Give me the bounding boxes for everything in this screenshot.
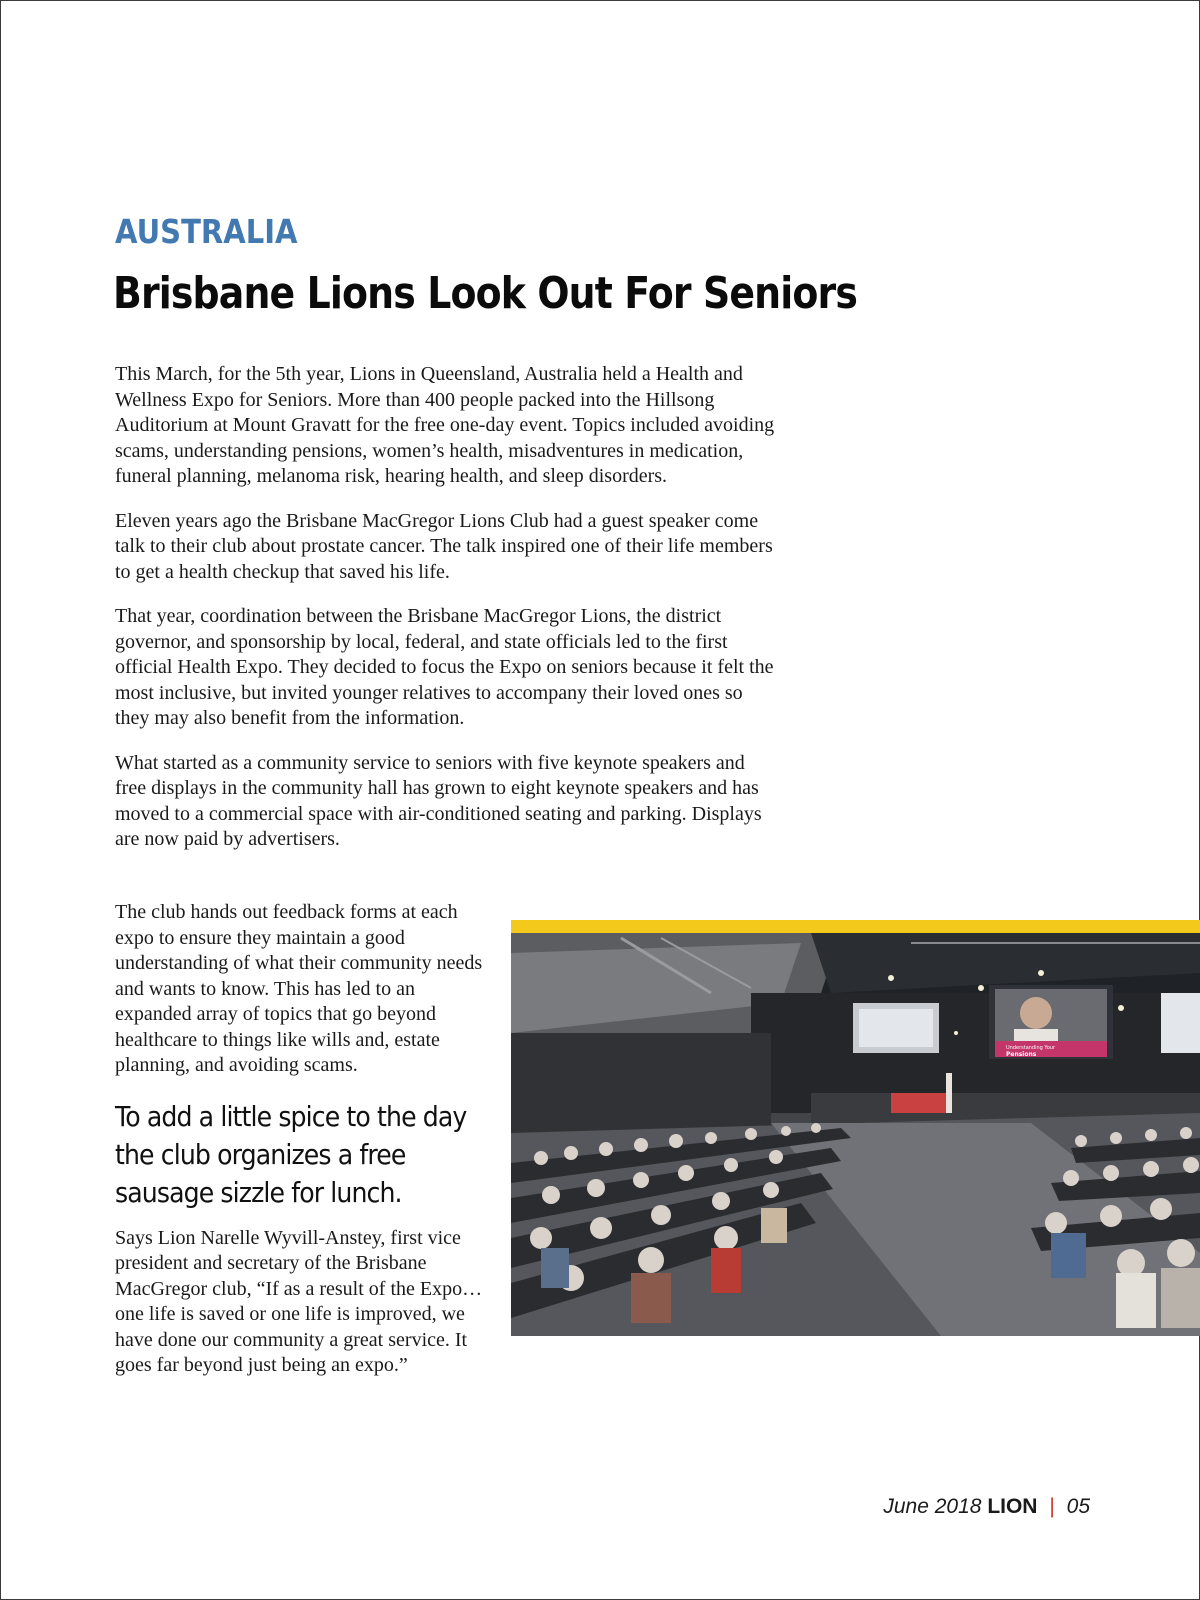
body-paragraph-2: Eleven years ago the Brisbane MacGregor Lions Club had a guest speaker come talk to their club about prostate cancer. The talk inspired one of their life members to get a health checkup that saved his life. [115, 509, 773, 583]
photo-accent-bar [511, 920, 1200, 933]
folio-separator: | [1049, 1495, 1055, 1518]
screen-caption-top: Understanding Your [1006, 1045, 1056, 1051]
section-kicker: AUSTRALIA [115, 212, 298, 251]
pull-quote: To add a little spice to the day the club organizes a free sausage sizzle for lunch. [115, 1099, 467, 1209]
article-body-left-column [115, 900, 495, 1398]
body-paragraph-6: Says Lion Narelle Wyvill-Anstey, first vice president and secretary of the Brisbane MacGregor club, “If as a result of the Expo…one life is saved or one life is improved, we have done our community a great service. It goes far beyond just being an expo.” [115, 1226, 483, 1376]
article-headline: Brisbane Lions Look Out For Seniors [113, 268, 857, 319]
page-number: 05 [1066, 1495, 1090, 1518]
magazine-name: LION [987, 1495, 1038, 1518]
issue-date: June 2018 [883, 1495, 982, 1518]
body-paragraph-3: That year, coordination between the Brisbane MacGregor Lions, the district governor, and sponsorship by local, federal, and state officials led to the first official Health Expo. They decided to focus the Expo on seniors because it felt the most inclusive, but invited younger relatives to accompany their loved ones so they may also benefit from the information. [115, 605, 774, 729]
body-paragraph-4: What started as a community service to seniors with five keynote speakers and free displays in the community hall has grown to eight keynote speakers and has moved to a commercial space with air-conditioned seating and parking. Displays are now paid by advertisers. [115, 751, 762, 850]
page-folio [883, 1495, 1090, 1519]
article-body-full-width [115, 362, 775, 872]
expo-photo-block [511, 920, 1200, 1336]
auditorium-photo [511, 933, 1200, 1336]
auditorium-illustration [511, 933, 1200, 1336]
screen-caption-bottom: Pensions [1006, 1051, 1037, 1058]
body-paragraph-1: This March, for the 5th year, Lions in Queensland, Australia held a Health and Wellness Expo for Seniors. More than 400 people packed into the Hillsong Auditorium at Mount Gravatt for the free one-day event. Topics included avoiding scams, understanding pensions, women’s health, misadventures in medication, funeral planning, melanoma risk, hearing health, and sleep disorders. [115, 363, 775, 487]
body-paragraph-5: The club hands out feedback forms at each expo to ensure they maintain a good understanding of what their community needs and wants to know. This has led to an expanded array of topics that go beyond healthcare to things like wills and, estate planning, and avoiding scams. [115, 901, 483, 1076]
